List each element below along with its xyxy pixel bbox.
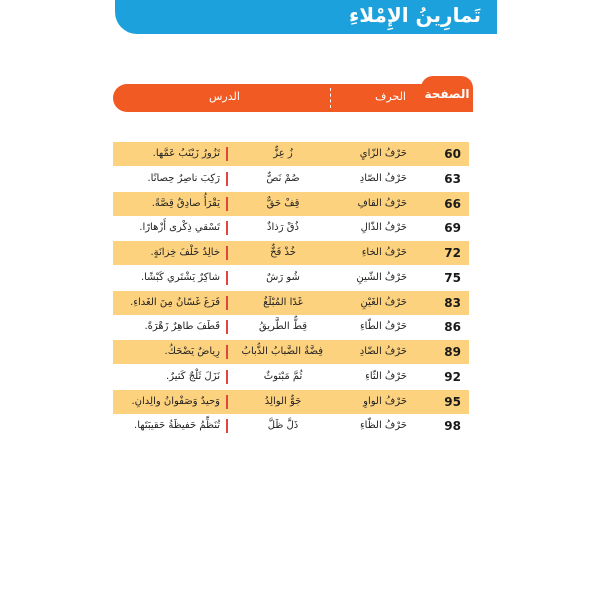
title-banner	[115, 0, 497, 34]
letter-name: حَرْفُ الصّادِ	[359, 172, 407, 184]
row-separator	[226, 320, 228, 334]
page-number: 75	[444, 270, 461, 285]
example-words: جَوٌّ الوالِدُ	[264, 395, 302, 407]
header-page-tab: الصفحة	[421, 76, 473, 112]
letter-name: حَرْفُ الضّادِ	[359, 346, 407, 357]
example-sentence: رَكِبَ ناصِرٌ حِصانًا.	[147, 172, 220, 184]
lesson-table	[113, 142, 469, 439]
example-sentence: يَقْرَأُ صادِقٌ قِصَّةً.	[151, 197, 220, 209]
header-divider	[330, 88, 331, 108]
page-number: 86	[444, 320, 461, 335]
example-sentence: قَطَفَ طاهِرٌ زَهْرَةً.	[144, 321, 220, 333]
table-row	[113, 315, 469, 339]
example-sentence: شاكِرٌ يَشْتَري كَبْشًا.	[140, 271, 220, 283]
example-words: خُذْ فَخٌّ	[270, 247, 296, 258]
letter-name: حَرْفُ الطّاءِ	[359, 321, 407, 333]
example-words: شُو رَشٌ	[266, 271, 300, 283]
row-separator	[226, 197, 228, 211]
table-row	[113, 241, 469, 265]
table-row	[113, 414, 469, 438]
example-words: فِضَّةٌ الضَّبابُ الذُّبابُ	[241, 346, 323, 357]
table-row	[113, 266, 469, 290]
letter-name: حَرْفُ الخاءِ	[361, 247, 407, 258]
page-number: 89	[444, 345, 461, 359]
page-number: 66	[444, 196, 461, 211]
example-words: زُ عِزٌّ	[273, 148, 293, 159]
header-letter: الحرف	[375, 90, 406, 103]
table-row	[113, 167, 469, 191]
table-row	[113, 390, 469, 414]
example-sentence: تَزُورُ زَيْنَبُ عَمَّها.	[152, 148, 220, 159]
letter-name: حَرْفُ الثّاءِ	[365, 370, 407, 382]
letter-name: حَرْفُ الغَيْنِ	[360, 296, 407, 308]
row-separator	[226, 271, 228, 285]
letter-name: حَرْفُ الشّينِ	[356, 271, 407, 283]
page-number: 60	[444, 147, 461, 161]
example-sentence: تُنَظِّمُ حَفيظَةُ حَقيبَتَها.	[134, 420, 220, 432]
letter-name: حَرْفُ الزّايِ	[359, 148, 407, 159]
table-header	[113, 84, 471, 112]
example-sentence: خالِدٌ خَلْفَ خِزانَةٍ.	[150, 247, 220, 258]
table-row	[113, 192, 469, 216]
row-separator	[226, 246, 228, 260]
page-number: 63	[444, 171, 461, 186]
page-number: 72	[444, 246, 461, 260]
row-separator	[226, 345, 228, 359]
example-words: ذُقْ رَذاذٌ	[267, 222, 299, 234]
example-sentence: رِياضٌ يَضْحَكُ.	[164, 346, 220, 357]
table-row	[113, 216, 469, 240]
page-number: 98	[444, 419, 461, 434]
row-separator	[226, 221, 228, 235]
example-sentence: فَرَغَ غَسّانُ مِنَ الغَداءِ.	[130, 296, 220, 308]
example-words: قِفْ حَقٌّ	[266, 197, 300, 209]
page-number: 95	[444, 394, 461, 409]
page-number: 92	[444, 369, 461, 384]
table-row	[113, 365, 469, 389]
page-number: 83	[444, 295, 461, 310]
example-words: ثُمَّ مَبْثوثٌ	[263, 370, 303, 382]
header-lesson: الدرس	[209, 90, 240, 103]
example-sentence: تَسْقي ذِكْرى أَزْهارًا.	[139, 222, 220, 234]
row-separator	[226, 296, 228, 310]
row-separator	[226, 370, 228, 384]
table-row	[113, 340, 469, 364]
letter-name: حَرْفُ القافِ	[357, 197, 407, 209]
example-words: صُمْ نَصٌّ	[266, 172, 300, 184]
example-words: قِطٌّ الطَّريقُ	[258, 321, 308, 333]
row-separator	[226, 419, 228, 433]
table-row	[113, 142, 469, 166]
page	[103, 0, 497, 600]
letter-name: حَرْفُ الظّاءِ	[359, 420, 407, 432]
page-title: تَمارِينُ الإِمْلاءِ	[349, 3, 481, 27]
row-separator	[226, 147, 228, 161]
letter-name: حَرْفُ الذّالِ	[360, 222, 407, 234]
table-row	[113, 291, 469, 315]
example-sentence: وَحيدٌ وَصَفْوانُ والِدانِ.	[131, 395, 220, 407]
row-separator	[226, 172, 228, 186]
example-words: ذَلَّ ظَلَّ	[267, 420, 299, 432]
example-words: غَدًا المُبْلَغُ	[263, 296, 303, 308]
example-sentence: نَزَلَ ثَلْجٌ كَثيرٌ.	[166, 370, 220, 382]
page-number: 69	[444, 221, 461, 236]
letter-name: حَرْفُ الواوِ	[363, 395, 407, 407]
row-separator	[226, 395, 228, 409]
